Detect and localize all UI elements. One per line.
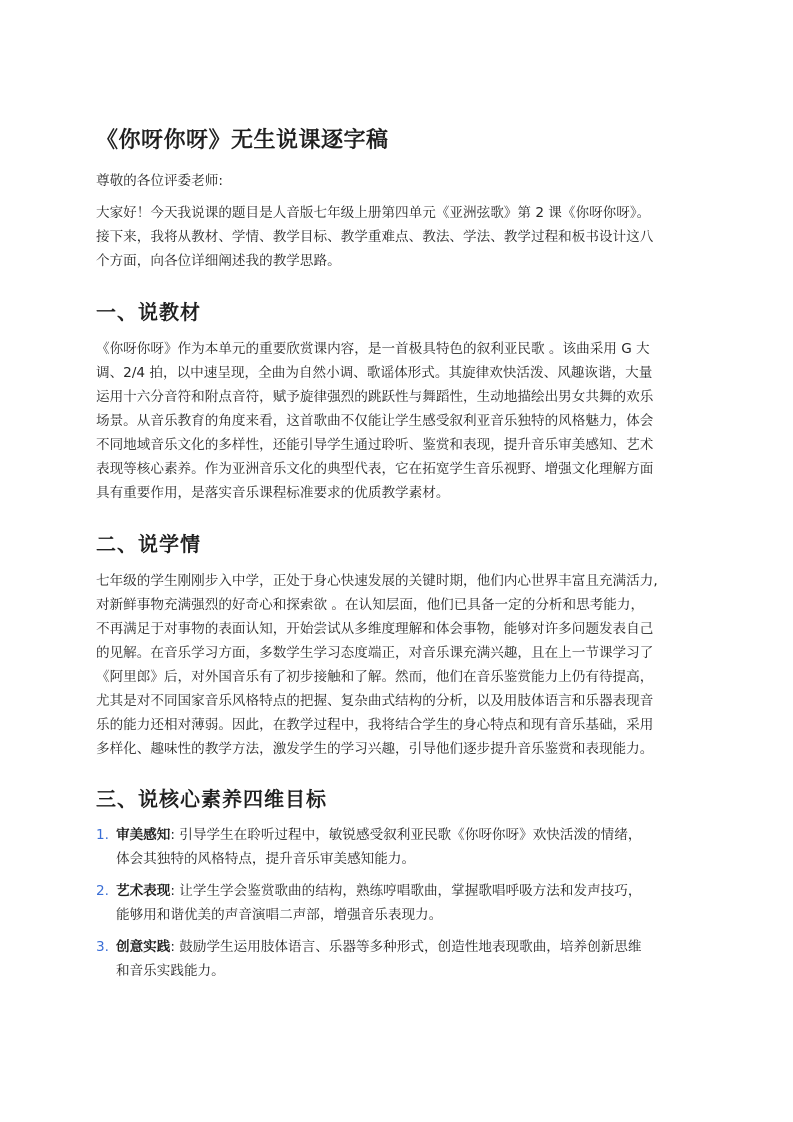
list-item-text: : 引导学生在聆听过程中，敏锐感受叙利亚民歌《你呀你呀》欢快活泼的情绪， — [170, 827, 642, 843]
paragraph-line: 《阿里郎》后，对外国音乐有了初步接触和了解。然而，他们在音乐鉴赏能力上仍有待提高， — [96, 669, 654, 685]
list-number: 1. — [96, 827, 109, 843]
paragraph-line: 调、2/4 拍，以中速呈现，全曲为自然小调、歌谣体形式。其旋律欢快活泼、风趣诙谐，大量 — [96, 365, 653, 381]
paragraph-line: 表现等核心素养。作为亚洲音乐文化的典型代表，它在拓宽学生音乐视野、增强文化理解方面 — [96, 461, 654, 477]
list-item-continuation: 体会其独特的风格特点，提升音乐审美感知能力。 — [116, 851, 416, 867]
paragraph-line: 场景。从音乐教育的角度来看，这首歌曲不仅能让学生感受叙利亚音乐独特的风格魅力，体会 — [96, 413, 654, 429]
list-item-term: 创意实践 — [116, 939, 171, 955]
list-item-text: : 让学生学会鉴赏歌曲的结构，熟练哼唱歌曲，掌握歌唱呼吸方法和发声技巧， — [170, 883, 642, 899]
paragraph-line: 不同地域音乐文化的多样性，还能引导学生通过聆听、鉴赏和表现，提升音乐审美感知、艺术 — [96, 437, 654, 453]
paragraph-line: 乐的能力还相对薄弱。因此，在教学过程中，我将结合学生的身心特点和现有音乐基础，采用 — [96, 717, 654, 733]
list-item — [116, 883, 641, 899]
greeting: 尊敬的各位评委老师: — [96, 173, 223, 189]
paragraph-line: 《你呀你呀》作为本单元的重要欣赏课内容，是一首极具特色的叙利亚民歌 。该曲采用 G 大 — [96, 341, 650, 357]
list-item-text: : 鼓励学生运用肢体语言、乐器等多种形式，创造性地表现歌曲，培养创新思维 — [170, 939, 642, 955]
section-heading-students: 二、说学情 — [96, 532, 201, 556]
list-number: 2. — [96, 883, 109, 899]
paragraph-line: 的见解。在音乐学习方面，多数学生学习态度端正，对音乐课充满兴趣，且在上一节课学习了 — [96, 645, 654, 661]
list-number: 3. — [96, 939, 109, 955]
list-item-term: 审美感知 — [116, 827, 171, 843]
page-title: 《你呀你呀》无生说课逐字稿 — [96, 128, 389, 153]
paragraph-line: 尤其是对不同国家音乐风格特点的把握、复杂曲式结构的分析，以及用肢体语言和乐器表现音 — [96, 693, 654, 709]
list-item-continuation: 和音乐实践能力。 — [116, 963, 225, 979]
paragraph-line: 不再满足于对事物的表面认知，开始尝试从多维度理解和体会事物，能够对许多问题发表自己 — [96, 621, 654, 637]
paragraph-line: 运用十六分音符和附点音符，赋予旋律强烈的跳跃性与舞蹈性，生动地描绘出男女共舞的欢乐 — [96, 389, 654, 405]
list-item-term: 艺术表现 — [116, 883, 171, 899]
list-item — [116, 827, 641, 843]
list-item-continuation: 能够用和谐优美的声音演唱二声部，增强音乐表现力。 — [116, 907, 443, 923]
intro-line: 个方面，向各位详细阐述我的教学思路。 — [96, 253, 341, 269]
paragraph-line: 对新鲜事物充满强烈的好奇心和探索欲 。在认知层面，他们已具备一定的分析和思考能力， — [96, 597, 645, 613]
intro-line: 大家好！今天我说课的题目是人音版七年级上册第四单元《亚洲弦歌》第 2 课《你呀你呀》。 — [96, 205, 651, 221]
section-heading-textbook: 一、说教材 — [96, 300, 201, 324]
list-item — [116, 939, 641, 955]
paragraph-line: 具有重要作用，是落实音乐课程标准要求的优质教学素材。 — [96, 485, 450, 501]
section-heading-goals: 三、说核心素养四维目标 — [96, 787, 327, 811]
intro-line: 接下来，我将从教材、学情、教学目标、教学重难点、教法、学法、教学过程和板书设计这八 — [96, 229, 654, 245]
paragraph-line: 多样化、趣味性的教学方法，激发学生的学习兴趣，引导他们逐步提升音乐鉴赏和表现能力。 — [96, 741, 654, 757]
paragraph-line: 七年级的学生刚刚步入中学，正处于身心快速发展的关键时期，他们内心世界丰富且充满活力, — [96, 573, 658, 589]
